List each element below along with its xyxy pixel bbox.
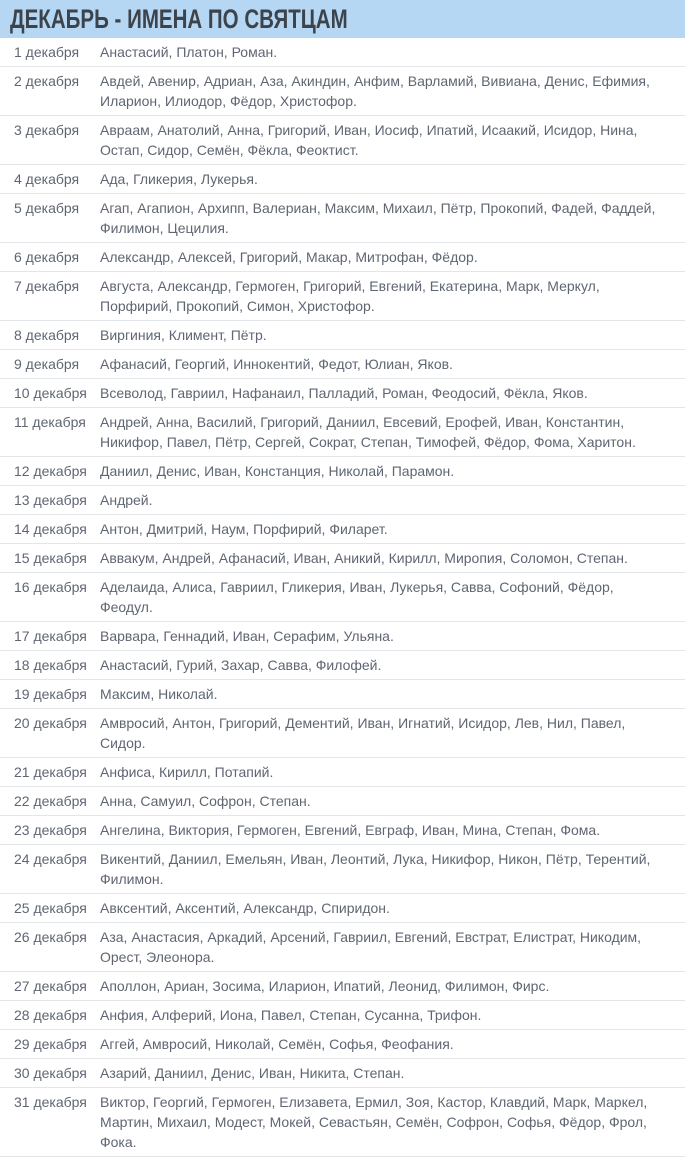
names-cell: Анастасий, Платон, Роман.: [100, 38, 685, 67]
names-cell: Аггей, Амвросий, Николай, Семён, Софья, Феофания.: [100, 1030, 685, 1059]
names-cell: Александр, Алексей, Григорий, Макар, Митрофан, Фёдор.: [100, 243, 685, 272]
table-row: [0, 116, 685, 165]
table-row: [0, 923, 685, 972]
table-row: [0, 1001, 685, 1030]
table-row: [0, 573, 685, 622]
table-row: [0, 1030, 685, 1059]
date-cell: 2 декабря: [0, 67, 100, 116]
date-cell: 14 декабря: [0, 515, 100, 544]
names-cell: Виргиния, Климент, Пётр.: [100, 321, 685, 350]
names-cell: Анфиса, Кирилл, Потапий.: [100, 758, 685, 787]
name-days-table: [0, 38, 685, 1157]
date-cell: 30 декабря: [0, 1059, 100, 1088]
table-row: [0, 1088, 685, 1157]
names-cell: Ангелина, Виктория, Гермоген, Евгений, Евграф, Иван, Мина, Степан, Фома.: [100, 816, 685, 845]
table-row: [0, 845, 685, 894]
table-row: [0, 680, 685, 709]
names-cell: Аделаида, Алиса, Гавриил, Гликерия, Иван, Лукерья, Савва, Софоний, Фёдор, Феодул.: [100, 573, 685, 622]
date-cell: 25 декабря: [0, 894, 100, 923]
table-row: [0, 544, 685, 573]
names-cell: Викентий, Даниил, Емельян, Иван, Леонтий, Лука, Никифор, Никон, Пётр, Терентий, Филимон.: [100, 845, 685, 894]
table-row: [0, 651, 685, 680]
table-row: [0, 515, 685, 544]
table-row: [0, 379, 685, 408]
table-row: [0, 622, 685, 651]
date-cell: 15 декабря: [0, 544, 100, 573]
table-row: [0, 758, 685, 787]
names-cell: Аполлон, Ариан, Зосима, Иларион, Ипатий, Леонид, Филимон, Фирс.: [100, 972, 685, 1001]
date-cell: 26 декабря: [0, 923, 100, 972]
table-row: [0, 816, 685, 845]
date-cell: 6 декабря: [0, 243, 100, 272]
names-cell: Аввакум, Андрей, Афанасий, Иван, Аникий, Кирилл, Миропия, Соломон, Степан.: [100, 544, 685, 573]
names-cell: Даниил, Денис, Иван, Констанция, Николай, Парамон.: [100, 457, 685, 486]
names-cell: Амвросий, Антон, Григорий, Дементий, Иван, Игнатий, Исидор, Лев, Нил, Павел, Сидор.: [100, 709, 685, 758]
table-row: [0, 408, 685, 457]
names-cell: Азарий, Даниил, Денис, Иван, Никита, Степан.: [100, 1059, 685, 1088]
names-cell: Виктор, Георгий, Гермоген, Елизавета, Ермил, Зоя, Кастор, Клавдий, Марк, Маркел, Мартин, Михаил, Модест, Мокей, Севастьян, Семён, Софрон, Софья, Фёдор, Фрол, Фока.: [100, 1088, 685, 1157]
date-cell: 1 декабря: [0, 38, 100, 67]
names-cell: Андрей, Анна, Василий, Григорий, Даниил, Евсевий, Ерофей, Иван, Константин, Никифор, Павел, Пётр, Сергей, Сократ, Степан, Тимофей, Фёдор, Фома, Харитон.: [100, 408, 685, 457]
date-cell: 31 декабря: [0, 1088, 100, 1157]
date-cell: 22 декабря: [0, 787, 100, 816]
date-cell: 24 декабря: [0, 845, 100, 894]
names-cell: Анастасий, Гурий, Захар, Савва, Филофей.: [100, 651, 685, 680]
table-row: [0, 38, 685, 67]
date-cell: 10 декабря: [0, 379, 100, 408]
date-cell: 20 декабря: [0, 709, 100, 758]
date-cell: 17 декабря: [0, 622, 100, 651]
table-row: [0, 165, 685, 194]
table-row: [0, 709, 685, 758]
names-cell: Анфия, Алферий, Иона, Павел, Степан, Сусанна, Трифон.: [100, 1001, 685, 1030]
table-row: [0, 194, 685, 243]
table-row: [0, 321, 685, 350]
page-header: [0, 0, 685, 38]
table-row: [0, 486, 685, 515]
date-cell: 7 декабря: [0, 272, 100, 321]
table-row: [0, 457, 685, 486]
table-row: [0, 243, 685, 272]
date-cell: 13 декабря: [0, 486, 100, 515]
names-cell: Аза, Анастасия, Аркадий, Арсений, Гавриил, Евгений, Евстрат, Елистрат, Никодим, Орест, Элеонора.: [100, 923, 685, 972]
names-cell: Антон, Дмитрий, Наум, Порфирий, Филарет.: [100, 515, 685, 544]
names-cell: Максим, Николай.: [100, 680, 685, 709]
date-cell: 23 декабря: [0, 816, 100, 845]
table-row: [0, 67, 685, 116]
date-cell: 4 декабря: [0, 165, 100, 194]
date-cell: 9 декабря: [0, 350, 100, 379]
date-cell: 3 декабря: [0, 116, 100, 165]
names-cell: Авдей, Авенир, Адриан, Аза, Акиндин, Анфим, Варламий, Вивиана, Денис, Ефимия, Иларион, Илиодор, Фёдор, Христофор.: [100, 67, 685, 116]
date-cell: 29 декабря: [0, 1030, 100, 1059]
page-title: ДЕКАБРЬ - ИМЕНА ПО СВЯТЦАМ: [10, 3, 348, 34]
names-cell: Варвара, Геннадий, Иван, Серафим, Ульяна.: [100, 622, 685, 651]
date-cell: 18 декабря: [0, 651, 100, 680]
table-row: [0, 894, 685, 923]
names-cell: Авксентий, Аксентий, Александр, Спиридон.: [100, 894, 685, 923]
date-cell: 21 декабря: [0, 758, 100, 787]
date-cell: 11 декабря: [0, 408, 100, 457]
table-row: [0, 272, 685, 321]
names-cell: Августа, Александр, Гермоген, Григорий, Евгений, Екатерина, Марк, Меркул, Порфирий, Прокопий, Симон, Христофор.: [100, 272, 685, 321]
table-row: [0, 350, 685, 379]
date-cell: 19 декабря: [0, 680, 100, 709]
date-cell: 12 декабря: [0, 457, 100, 486]
table-row: [0, 1059, 685, 1088]
names-cell: Афанасий, Георгий, Иннокентий, Федот, Юлиан, Яков.: [100, 350, 685, 379]
names-cell: Агап, Агапион, Архипп, Валериан, Максим, Михаил, Пётр, Прокопий, Фадей, Фаддей, Филимон, Цецилия.: [100, 194, 685, 243]
date-cell: 27 декабря: [0, 972, 100, 1001]
names-cell: Андрей.: [100, 486, 685, 515]
names-cell: Анна, Самуил, Софрон, Степан.: [100, 787, 685, 816]
names-cell: Авраам, Анатолий, Анна, Григорий, Иван, Иосиф, Ипатий, Исаакий, Исидор, Нина, Остап, Сидор, Семён, Фёкла, Феоктист.: [100, 116, 685, 165]
date-cell: 28 декабря: [0, 1001, 100, 1030]
table-body: [0, 38, 685, 1157]
table-row: [0, 972, 685, 1001]
date-cell: 5 декабря: [0, 194, 100, 243]
names-cell: Всеволод, Гавриил, Нафанаил, Палладий, Роман, Феодосий, Фёкла, Яков.: [100, 379, 685, 408]
table-row: [0, 787, 685, 816]
names-cell: Ада, Гликерия, Лукерья.: [100, 165, 685, 194]
date-cell: 16 декабря: [0, 573, 100, 622]
date-cell: 8 декабря: [0, 321, 100, 350]
